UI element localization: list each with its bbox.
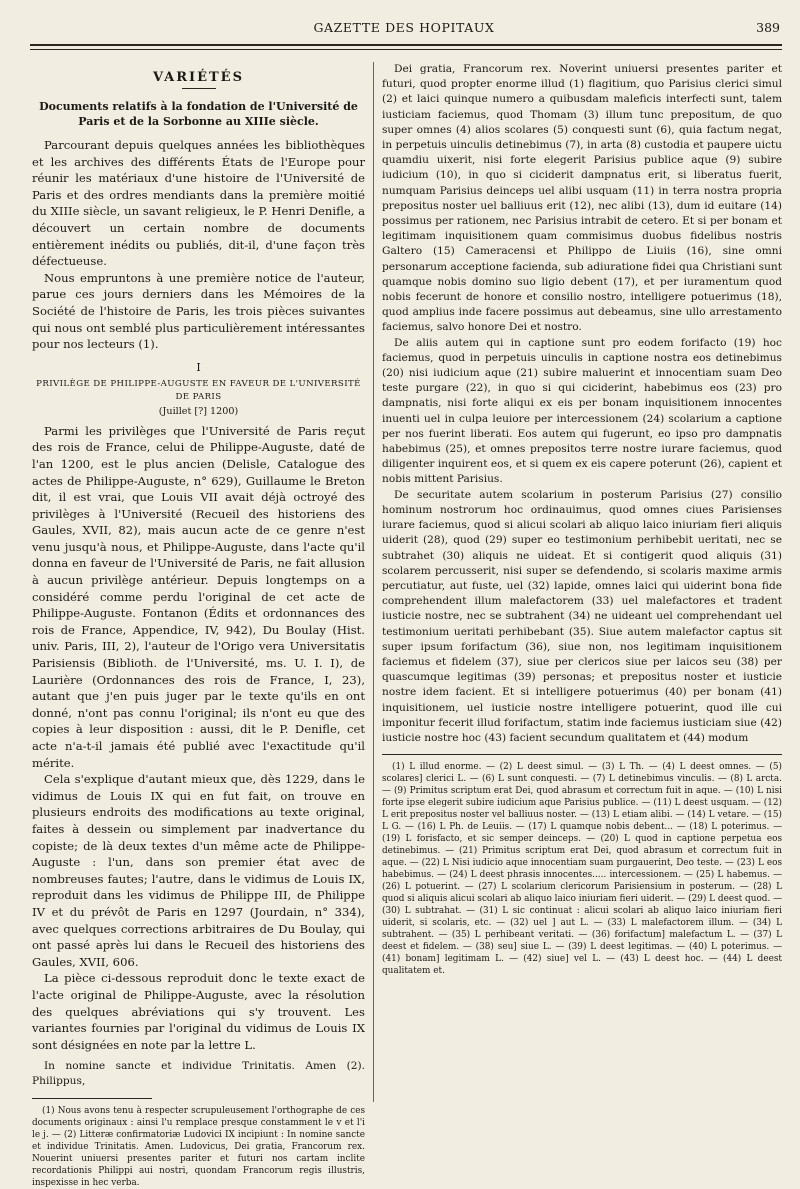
header-rule-thick — [30, 44, 782, 46]
footnote-rule — [32, 1098, 152, 1099]
article-subhead: Documents relatifs à la fondation de l'Université de Paris et de la Sorbonne au XIIIe siècle. — [39, 100, 358, 128]
charter-heading: PRIVILÈGE DE PHILIPPE-AUGUSTE EN FAVEUR DE L'UNIVERSITÉ DE PARIS — [36, 378, 361, 402]
footnotes-right: (1) L illud enorme. — (2) L deest simul. — (3) L Th. — (4) L deest omnes. — (5) scolares] clerici L. — (6) L sunt conquesti. — (7) L detinebimus vinculis. — (8) L arcta. — (9) Primitus scriptum erat Dei, quod abrasum et correctum fuit in aque. — (10) L nisi forte ipse elegerit subire iudicium aque Parisius publice. — (11) L deest usquam. — (12) L erit prepositus noster vel balliuus noster. — (13) L etiam alibi. — (14) L vetare. — (15) L G. — (16) L Ph. de Leuiis. — (17) L quamque nobis debent... — (18) L poterimus. — (19) L forisfacto, et sic semper deinceps. — (20) L quod in captione perpetua eos detinebimus. — (21) Primitus scriptum erat Dei, quod abrasum et correctum fuit in aque. — (22) L Nisi iudicio aque innocentiam suam purgauerint, Deo teste. — (23) L eos habebimus. — (24) L deest phrasis innocentes..... intercessionem. — (25) L habemus. — (26) L potuerint. — (27) L scolarium clericorum Parisiensium in posterum. — (28) L quod si aliquis alicui scolari ab aliquo laico iniuriam fieri uiderit. — (29) L deest quod. — (30) L subtrahat. — (31) L sic continuat : alicui scolari ab aliquo laico iniuriam fieri uiderit, si scolaris, etc. — (32) uel ] aut L. — (33) L malefactorem illum. — (34) L subtrahent. — (35) L perhibeant veritati. — (36) forifactum] malefactum L. — (37) L deest et fidelem. — (38) seu] siue L. — (39) L deest legitimas. — (40) L poterimus. — (41) bonam] legitimam L. — (42) siue] vel L. — (43) L deest hoc. — (44) L deest qualitatem et. — [382, 762, 782, 977]
latin-paragraph: De securitate autem scolarium in posterum Parisius (27) consilio hominum nostrorum hoc ordinauimus, quod omnes ciues Parisienses iurare faciemus, quod si alicui scolari ab aliquo laico iniuriam fieri aliquis uiderit (28), quod (29) super eo testimonium perhibebit ueritati, nec se subtrahet (30) aliquis ne uideat. Et si contigerit quod aliquis (31) scolarem percusserit, nisi super se defendendo, si scolaris maxime armis percutiatur, aut fuste, uel (32) lapide, omnes laici qui uiderint bona fide comprehendent illum malefactorem (33) uel malefactores et tradent iusticie nostre, nec se subtrahent (34) ne uideant uel comprehendant uel testimonium ueritati perhibebant (35). Siue autem malefactor captus sit super ipsum forifactum (36), siue non, nos legitimam inquisitionem faciemus et fidelem (37), siue per clericos siue per laicos seu (38) per quascumque legitimas (39) personas; et prepositus noster et iusticie nostre idem facient. Et si intelligere potuerimus (40) per bonam (41) inquisitionem, uel iusticie nostre intelligere potuerint, quod ille cui imponitur fecerit illud forifactum, statim inde faciemus iusticiam siue (42) iusticie nostre hoc (43) facient secundum qualitatem et (44) modum — [382, 488, 782, 744]
header-rule-thin — [30, 49, 782, 50]
latin-paragraph: Dei gratia, Francorum rex. Noverint uniuersi presentes pariter et futuri, quod propter enorme illud (1) flagitium, quo Parisius clerici simul (2) et laici quinque numero a quibusdam maleficis interfecti sunt, talem iusticiam faciemus, quod Thomam (3) illum tunc prepositum, de quo super omnes (4) alios scolares (5) conquesti sunt (6), quia factum negat, in perpetuis uinculis detinebimus (7), in arta (8) custodia et paupere uictu quamdiu uixerit, nisi forte elegerit Parisius publice aque (9) subire iudicium (10), in quo si ciciderit dampnatus erit, si liberatus fuerit, numquam Parisius deinceps uel alibi usquam (11) in terra nostra propria prepositus noster uel balliuus erit (12), nec alibi (13), dum id euitare (14) possimus per rationem, nec Parisius intrabit de cetero. Et si per bonam et legitimam inquisitionem quam commisimus duobus fidelibus nostris Galtero (15) Cameracensi et Philippo de Liuiis (16), sine omni personarum acceptione facienda, sub adiuratione fidei qua Christiani sunt quamque nobis domino suo ligio debent (17), et per iuramentum quod nobis fecerunt de honore et consilio nostro, intelligere potuerimus (18), quod amplius inde facere possimus aut debeamus, sine ullo arrestamento faciemus, salvo honore Dei et nostro. — [382, 63, 783, 334]
charter-date: (Juillet [?] 1200) — [158, 405, 239, 417]
body-paragraph: La pièce ci-dessous reproduit donc le texte exact de l'acte original de Philippe-Auguste, avec la résolution des quelques abréviations qui s'y trouvent. Les variantes fournies par l'original du vidimus de Louis IX sont désignées en note par la lettre L. — [32, 971, 365, 1052]
body-paragraph: Parmi les privilèges que l'Université de Paris reçut des rois de France, celui de Philippe-Auguste, daté de l'an 1200, est le plus ancien (Delisle, Catalogue des actes de Philippe-Auguste, n° 629), Guillaume le Breton dit, il est vrai, que Louis VII avait déjà octroyé des privilèges à l'Université (Recueil des historiens des Gaules, XVII, 82), mais aucun acte de ce genre n'est venu jusqu'à nous, et Philippe-Auguste, dans l'acte qu'il donna en faveur de l'Université de Paris, ne fait allusion à aucun privilège antérieur. Depuis longtemps on a considéré comme perdu l'original de cet acte de Philippe-Auguste. Fontanon (Édits et ordonnances des rois de France, Appendice, IV, 942), Du Boulay (Hist. univ. Paris, III, 2), l'auteur de l'Origo vera Universitatis Parisiensis (Biblioth. de l'Université, ms. U. I. I), de Laurière (Ordonnances des rois de France, I, 23), autant que j'en puis juger par le texte qu'ils en ont donné, n'ont pas connu l'original; ils n'ont eu que des copies à leur disposition : aussi, dit le P. Denifle, cet acte n'a-t-il jamais été publié avec l'exactitude qu'il mérite. — [32, 423, 365, 770]
section-number: I — [196, 360, 201, 374]
running-title: GAZETTE DES HOPITAUX — [313, 20, 495, 35]
footnote-rule — [382, 754, 782, 755]
intro-paragraph: Parcourant depuis quelques années les bibliothèques et les archives des différents États de l'Europe pour réunir les matériaux d'une histoire de l'Université de Paris et des ordres mendiants dans la première moitié du XIIIe siècle, un savant religieux, le P. Henri Denifle, a découvert un certain nombre de documents entièrement inédits ou publiés, dit-il, d'une façon très défectueuse. — [32, 138, 365, 269]
running-head — [28, 14, 780, 40]
body-paragraph: Cela s'explique d'autant mieux que, dès 1229, dans le vidimus de Louis IX qui en fut fait, on trouve en plusieurs endroits des modifications au texte original, faites à dessein ou simplement par inadvertance du copiste; de là deux textes d'un même acte de Philippe-Auguste : l'un, dans son premier état avec de nombreuses fautes; l'autre, dans le vidimus de Louis IX, reproduit dans les vidimus de Philippe III, de Philippe IV et du prévôt de Paris en 1297 (Jourdain, n° 334), avec quelques corrections arbitraires de Du Boulay, qui ont passé après lui dans le Recueil des historiens des Gaules, XVII, 606. — [32, 772, 365, 969]
title-rule — [182, 88, 216, 89]
latin-text-start: In nomine sancte et individue Trinitatis. Amen (2). Philippus, — [32, 1060, 365, 1088]
page-number: 389 — [756, 20, 780, 35]
latin-paragraph: De aliis autem qui in captione sunt pro eodem forifacto (19) hoc faciemus, quod in perpetuis uinculis in captione nostra eos detinebimus (20) nisi iudicium aque (21) subire maluerint et innocentiam suam Deo teste purgare (22), in quo si qui ciciderint, habebimus eos (23) pro dampnatis, nisi forte aliqui ex eis per bonam inquisitionem innocentes inuenti uel in culpa leuiore per intercessionem (24) scolarium a captione per nos fuerint liberati. Eos autem qui fugerunt, eo ipso pro dampnatis habebimus (25), et omnes prepositos terre nostre iurare faciemus, quod diligenter inquirent eos, et si quem ex eis capere poterunt (26), capient et nobis mittent Parisius. — [382, 336, 782, 486]
footnote-left: (1) Nous avons tenu à respecter scrupuleusement l'orthographe de ces documents originaux : ainsi l'u remplace presque constamment le v et l'i le j. — (2) Litteræ confirmatoriæ Ludovici IX incipiunt : In nomine sancte et individue Trinitatis. Amen. Ludovicus, Dei gratia, Francorum rex. Nouerint uniuersi presentes pariter et futuri nos cartam inclite recordationis Philippi aui nostri, quondam Francorum regis illustris, inspexisse in hec verba. — [32, 1105, 365, 1188]
intro-paragraph: Nous empruntons à une première notice de l'auteur, parue ces jours derniers dans les Mémoires de la Société de l'histoire de Paris, les trois pièces suivantes qui nous ont semblé plus particulièrement intéressantes pour nos lecteurs (1). — [32, 270, 365, 352]
right-column — [382, 62, 782, 1102]
section-title: VARIÉTÉS — [153, 70, 244, 85]
column-separator — [373, 62, 374, 1102]
left-column — [32, 62, 365, 1188]
